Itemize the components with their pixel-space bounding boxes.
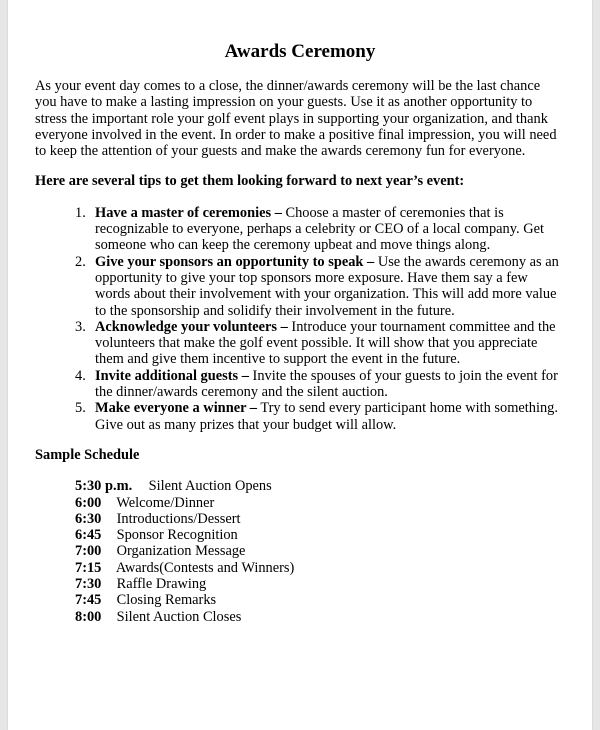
tip-body: Choose a master of ceremonies that is recognizable to everyone, perhaps a celebrity or CEO of a local company. Get someone who can keep the ceremony upbeat and move things along. — [95, 204, 544, 254]
tip-heading: Invite additional guests – — [95, 367, 249, 384]
tip-item — [75, 319, 565, 368]
document-page — [8, 0, 592, 730]
schedule-item — [75, 543, 565, 559]
intro-paragraph: As your event day comes to a close, the dinner/awards ceremony will be the last chance you have to make a lasting impression on your guests. Use it as another opportunity to stress the important role your golf event plays in supporting your organization, and thank everyone involved in the event. In order to make a positive final impression, you will need to keep the attention of your guests and make the awards ceremony fun for everyone. — [35, 78, 557, 160]
schedule-event: Silent Auction Opens — [148, 478, 272, 495]
tip-text — [95, 319, 565, 368]
tip-number: 1. — [75, 204, 86, 221]
schedule-item — [75, 560, 565, 576]
schedule-item — [75, 527, 565, 543]
schedule-event: Silent Auction Closes — [116, 608, 242, 625]
tip-body: Try to send every participant home with something. Give out as many prizes that your budget will allow. — [95, 400, 558, 433]
tip-item — [75, 400, 565, 433]
tip-heading: Have a master of ceremonies – — [95, 204, 282, 221]
schedule-event: Introductions/Dessert — [116, 510, 241, 527]
schedule-event: Sponsor Recognition — [116, 527, 238, 544]
tips-list — [35, 205, 565, 433]
schedule-item — [75, 495, 565, 511]
schedule-item — [75, 576, 565, 592]
tip-heading: Give your sponsors an opportunity to speak – — [95, 253, 375, 270]
tip-body: Invite the spouses of your guests to join the event for the dinner/awards ceremony and the silent auction. — [95, 367, 558, 401]
schedule-time: 5:30 p.m. — [75, 478, 133, 495]
tip-heading: Make everyone a winner – — [95, 400, 257, 417]
tips-heading: Here are several tips to get them looking forward to next year’s event: — [35, 173, 465, 190]
schedule-event: Welcome/Dinner — [116, 494, 215, 511]
schedule-event: Closing Remarks — [116, 592, 217, 609]
tip-body: Introduce your tournament committee and the volunteers that make the golf event possible. It will show that you appreciate them and give them incentive to support the event in the future. — [95, 318, 556, 368]
schedule-item — [75, 609, 565, 625]
schedule-time: 7:00 — [75, 543, 102, 560]
schedule-time: 8:00 — [75, 608, 102, 625]
schedule-event: Awards(Contests and Winners) — [115, 559, 295, 576]
tip-text — [95, 400, 565, 433]
schedule-event: Raffle Drawing — [116, 576, 207, 593]
tip-text — [95, 368, 565, 401]
schedule-time: 7:45 — [75, 592, 102, 609]
schedule-event: Organization Message — [116, 543, 246, 560]
tip-item — [75, 254, 565, 319]
tip-number: 5. — [75, 400, 86, 417]
tip-number: 4. — [75, 367, 86, 384]
tip-item — [75, 368, 565, 401]
schedule-list — [35, 478, 565, 625]
tip-text — [95, 205, 565, 254]
schedule-heading: Sample Schedule — [35, 446, 140, 463]
tip-heading: Acknowledge your volunteers – — [95, 318, 288, 335]
schedule-time: 6:30 — [75, 510, 102, 527]
document-content — [35, 40, 565, 625]
tip-body: Use the awards ceremony as an opportunity to give your top sponsors more exposure. Have them say a few words about their involvement with your organization. This will add more value to the sponsorship and solidify their involvement in the future. — [95, 253, 559, 319]
page-title: Awards Ceremony — [224, 41, 376, 62]
tip-text — [95, 254, 565, 319]
tip-item — [75, 205, 565, 254]
schedule-time: 7:15 — [75, 559, 102, 576]
schedule-item — [75, 511, 565, 527]
schedule-item — [75, 478, 565, 494]
schedule-time: 6:00 — [75, 494, 102, 511]
schedule-item — [75, 592, 565, 608]
tip-number: 2. — [75, 253, 86, 270]
tip-number: 3. — [75, 318, 86, 335]
schedule-time: 6:45 — [75, 527, 102, 544]
schedule-time: 7:30 — [75, 576, 102, 593]
